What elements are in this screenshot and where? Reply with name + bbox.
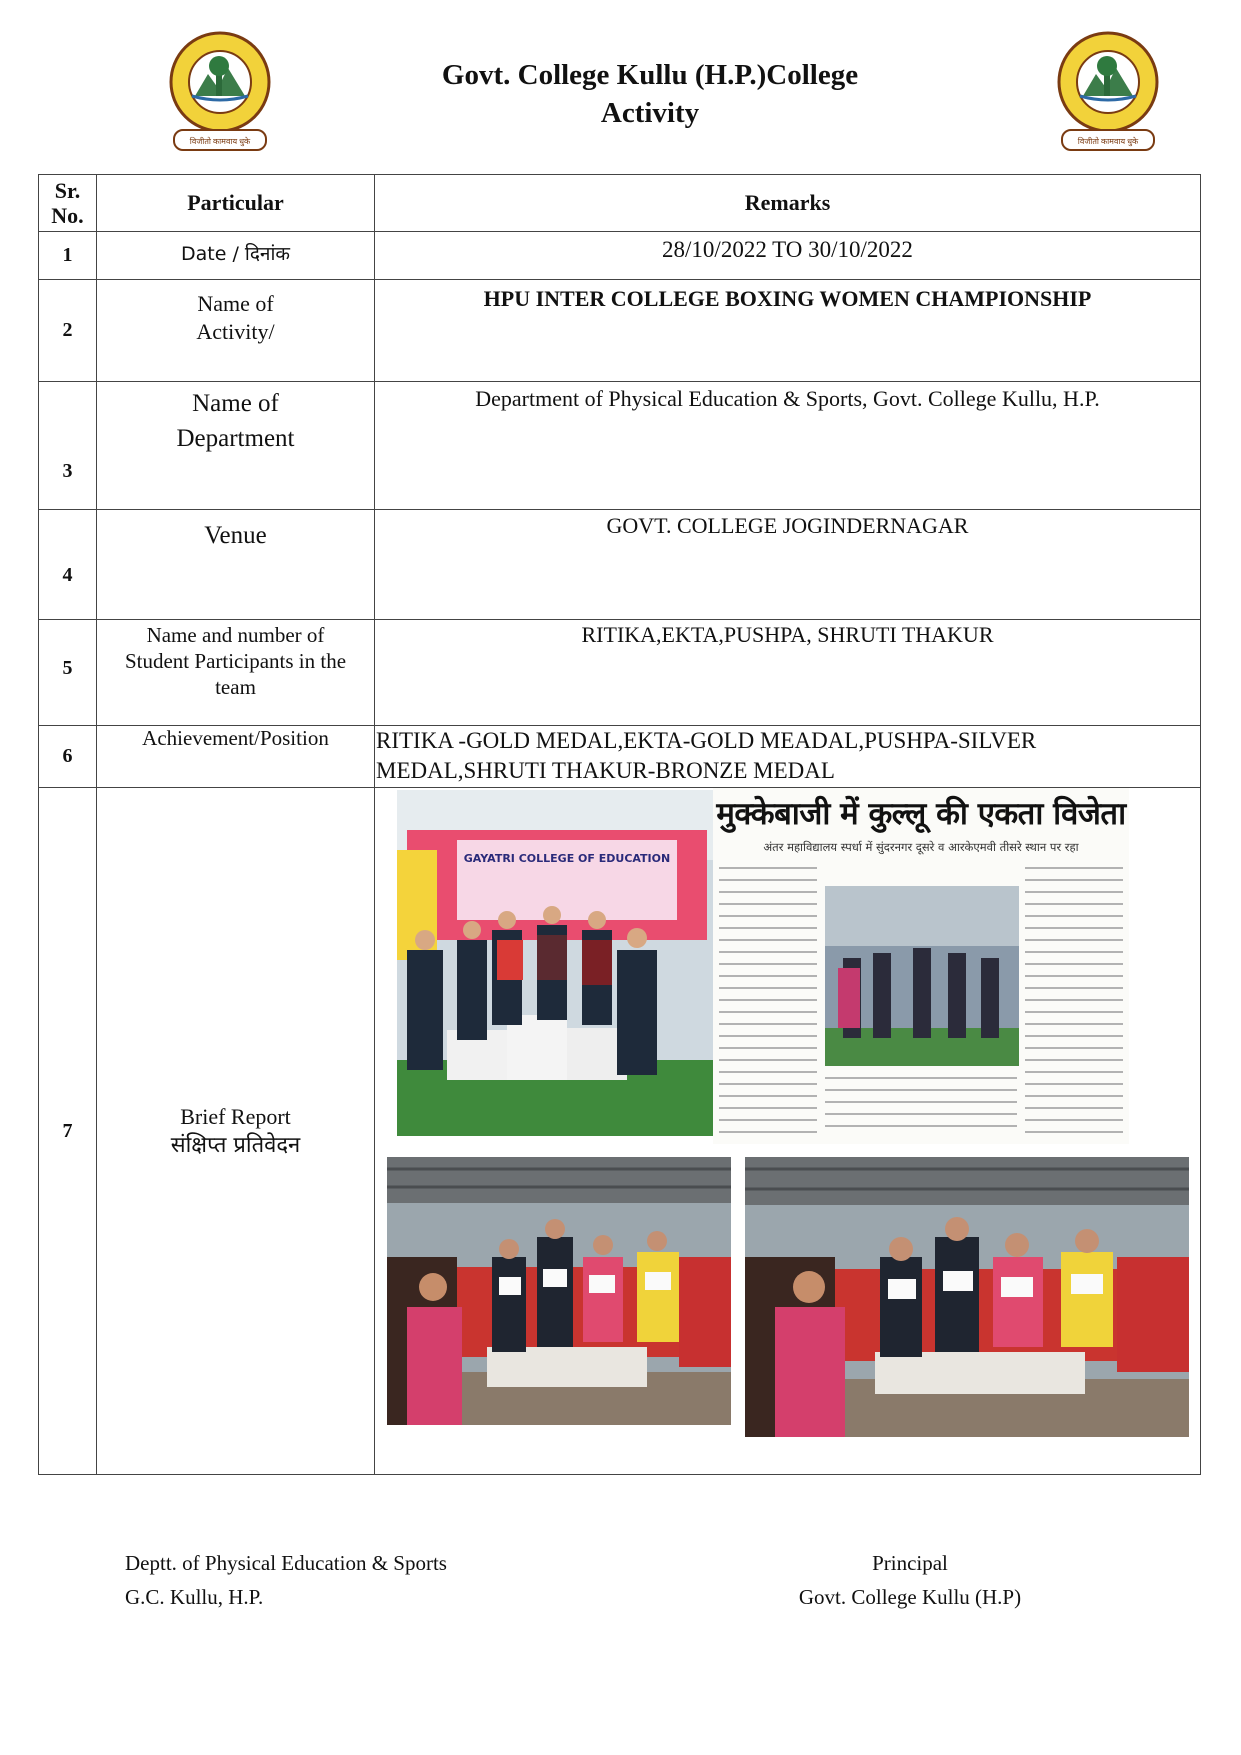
remarks-department: Department of Physical Education & Sports, Govt. College Kullu, H.P. [375, 382, 1201, 510]
remarks-activity-name: HPU INTER COLLEGE BOXING WOMEN CHAMPIONSHIP [375, 280, 1201, 382]
news-subheadline: अंतर महाविद्यालय स्पर्धा में सुंदरनगर दूसरे व आरकेएमवी तीसरे स्थान पर रहा [763, 840, 1079, 854]
header-remarks: Remarks [375, 175, 1201, 232]
activity-table [38, 174, 1201, 1475]
title-line2: Activity [600, 97, 700, 129]
college-logo-right [1056, 30, 1160, 158]
particular-venue: Venue [97, 510, 375, 620]
news-columns-graphic [713, 858, 1129, 1144]
podium-photo-men [397, 790, 721, 1136]
table-row [39, 382, 1201, 510]
logo-motto-right: विजीतो कामवाय धुके [1077, 137, 1139, 146]
table-row [39, 232, 1201, 280]
sr-no: 5 [39, 620, 97, 726]
footer-dept-line2: G.C. Kullu, H.P. [125, 1585, 264, 1609]
table-row [39, 620, 1201, 726]
table-row [39, 280, 1201, 382]
brief-report-photos [375, 788, 1201, 1475]
table-row [39, 510, 1201, 620]
header-particular: Particular [97, 175, 375, 232]
footer-dept-line1: Deptt. of Physical Education & Sports [125, 1551, 447, 1575]
particular-department: Name of Department [176, 390, 295, 452]
header-sr-no: Sr. No. [39, 175, 97, 232]
particular-brief-report: Brief Report [180, 1104, 291, 1129]
table-row [39, 726, 1201, 788]
particular-brief-report-hindi: संक्षिप्त प्रतिवेदन [170, 1133, 301, 1158]
podium-photo-women-2 [745, 1157, 1189, 1437]
remarks-date: 28/10/2022 TO 30/10/2022 [375, 232, 1201, 280]
footer-principal [780, 1546, 1040, 1614]
footer-principal-line1: Principal [872, 1551, 948, 1575]
logo-motto-left: विजीतो कामवाय धुके [189, 137, 251, 146]
podium-photo-women-1 [387, 1157, 731, 1425]
table-header-row [39, 175, 1201, 232]
news-headline: मुक्केबाजी में कुल्लू की एकता विजेता [716, 796, 1126, 832]
particular-date: Date / दिनांक [97, 232, 375, 280]
particular-achievement: Achievement/Position [97, 726, 375, 788]
particular-activity-name: Name of Activity/ [196, 291, 275, 344]
title-line1: Govt. College Kullu (H.P.)College [441, 59, 859, 91]
sr-no: 2 [39, 280, 97, 382]
sr-no: 6 [39, 726, 97, 788]
sr-no: 4 [39, 510, 97, 620]
page-title [340, 56, 960, 132]
newspaper-clipping [713, 788, 1129, 1144]
footer-department [125, 1546, 447, 1614]
footer-principal-line2: Govt. College Kullu (H.P) [798, 1585, 1022, 1609]
table-row [39, 788, 1201, 1475]
remarks-achievement: RITIKA -GOLD MEDAL,EKTA-GOLD MEADAL,PUSHPA-SILVER MEDAL,SHRUTI THAKUR-BRONZE MEDAL [375, 726, 1201, 788]
remarks-participants: RITIKA,EKTA,PUSHPA, SHRUTI THAKUR [375, 620, 1201, 726]
particular-participants: Name and number of Student Participants in the team [124, 623, 347, 699]
sr-no: 1 [39, 232, 97, 280]
sr-no: 7 [39, 788, 97, 1475]
college-logo-left [168, 30, 272, 158]
sr-no: 3 [39, 382, 97, 510]
banner-text: GAYATRI COLLEGE OF EDUCATION [463, 852, 671, 865]
remarks-venue: GOVT. COLLEGE JOGINDERNAGAR [375, 510, 1201, 620]
